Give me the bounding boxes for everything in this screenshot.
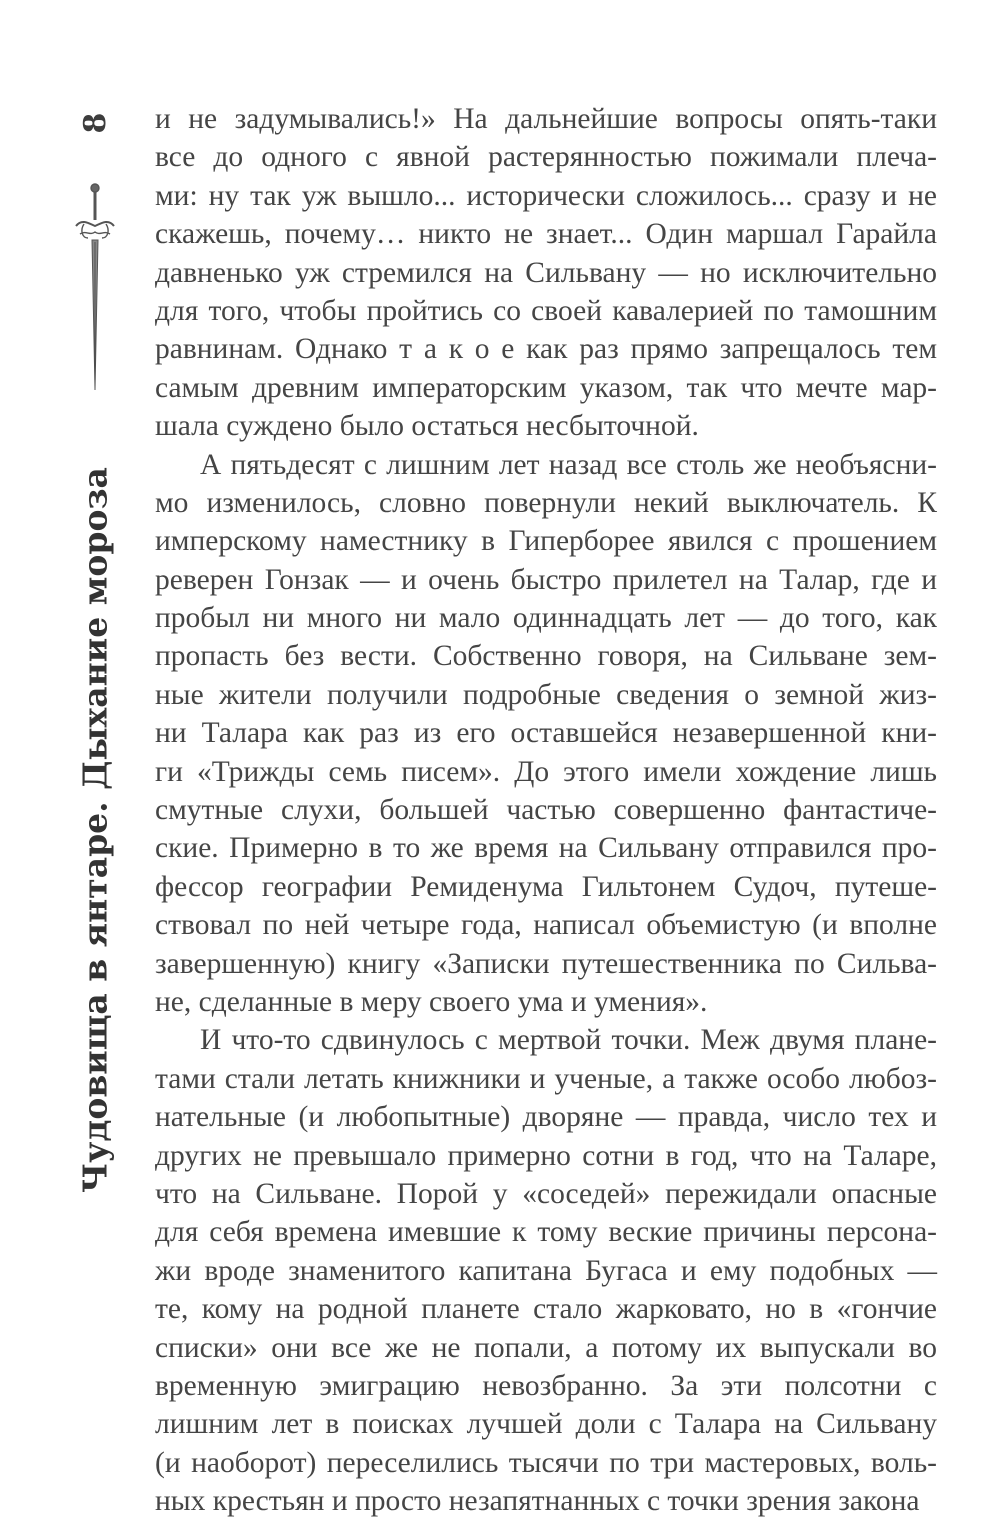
text-line: шала суждено было остаться несбыточной. [155, 410, 699, 443]
paragraph [155, 1021, 937, 1520]
text-line: пропасть без вести. Собственно говоря, на Сильване зем- [155, 640, 937, 673]
text-line: нательные (и любопытные) дворяне — правда, число тех и [155, 1101, 937, 1134]
text-line: ми: ну так уж вышло... исторически сложилось... сразу и не [155, 179, 937, 212]
text-line: имперскому наместнику в Гиперборее явился с прошением [155, 525, 937, 558]
text-line: пробыл ни много ни мало одиннадцать лет — до того, как [155, 602, 937, 635]
text-line: ги «Трижды семь писем». До этого имели хождение лишь [155, 755, 937, 788]
text-line: списки» они все же не попали, а потому их выпускали во [155, 1331, 937, 1364]
text-line: других не превышало примерно сотни в год, что на Таларе, [155, 1139, 937, 1172]
text-line: фессор географии Ремиденума Гильтонем Судоч, путеше- [155, 870, 937, 903]
text-line: жи вроде знаменитого капитана Бугаса и ему подобных — [155, 1254, 937, 1287]
text-line: ствовал по ней четыре года, написал объемистую (и вполне [155, 909, 937, 942]
text-line: И что-то сдвинулось с мертвой точки. Меж двумя плане- [200, 1024, 937, 1057]
running-title: Чудовища в янтаре. Дыхание мороза [75, 467, 115, 1193]
text-line: самым древним императорским указом, так что мечте мар- [155, 371, 937, 404]
text-line: давненько уж стремился на Сильвану — но исключительно [155, 256, 937, 289]
text-line: для того, чтобы пройтись со своей кавалерией по тамошним [155, 294, 937, 327]
paragraph [155, 446, 937, 1022]
page-number: 8 [77, 112, 113, 134]
text-line: временную эмиграцию невозбранно. За эти полсотни с [155, 1369, 937, 1402]
text-line: мо изменилось, словно повернули некий выключатель. К [155, 486, 937, 519]
text-line: что на Сильване. Порой у «соседей» пережидали опасные [155, 1177, 937, 1210]
text-line: (и наоборот) переселились тысячи по три мастеровых, воль- [155, 1446, 937, 1479]
text-line: ные жители получили подробные сведения о земной жиз- [155, 678, 937, 711]
text-line: все до одного с явной растерянностью пожимали плеча- [155, 141, 937, 174]
paragraph [155, 100, 937, 446]
text-line: А пятьдесят с лишним лет назад все столь же необъясни- [200, 448, 937, 481]
text-line: смутные слухи, большей частью совершенно фантастиче- [155, 794, 937, 827]
text-line: для себя времена имевшие к тому веские причины персона- [155, 1216, 937, 1249]
text-line: и не задумывались!» На дальнейшие вопросы опять-таки [155, 103, 937, 135]
text-line: ни Талара как раз из его оставшейся незавершенной кни- [155, 717, 937, 750]
body-text [155, 100, 937, 1520]
page-margin [60, 90, 130, 1193]
text-line: завершенную) книгу «Записки путешественника по Сильва- [155, 947, 937, 980]
text-line: не, сделанные в меру своего ума и умения». [155, 985, 708, 1018]
text-line: ские. Примерно в то же время на Сильвану отправился про- [155, 832, 937, 865]
dagger-ornament-icon [72, 180, 118, 395]
text-line: реверен Гонзак — и очень быстро прилетел на Талар, где и [155, 563, 937, 596]
text-line: равнинам. Однако т а к о е как раз прямо запрещалось тем [155, 333, 937, 366]
text-line: лишним лет в поисках лучшей доли с Талара на Сильвану [155, 1408, 937, 1441]
text-line: тами стали летать книжники и ученые, а также особо любоз- [155, 1062, 937, 1095]
text-line: ных крестьян и просто незапятнанных с точки зрения закона [155, 1485, 920, 1518]
text-line: скажешь, почему… никто не знает... Один маршал Гарайла [155, 218, 937, 251]
text-line: те, кому на родной планете стало жарковато, но в «гончие [155, 1293, 937, 1326]
